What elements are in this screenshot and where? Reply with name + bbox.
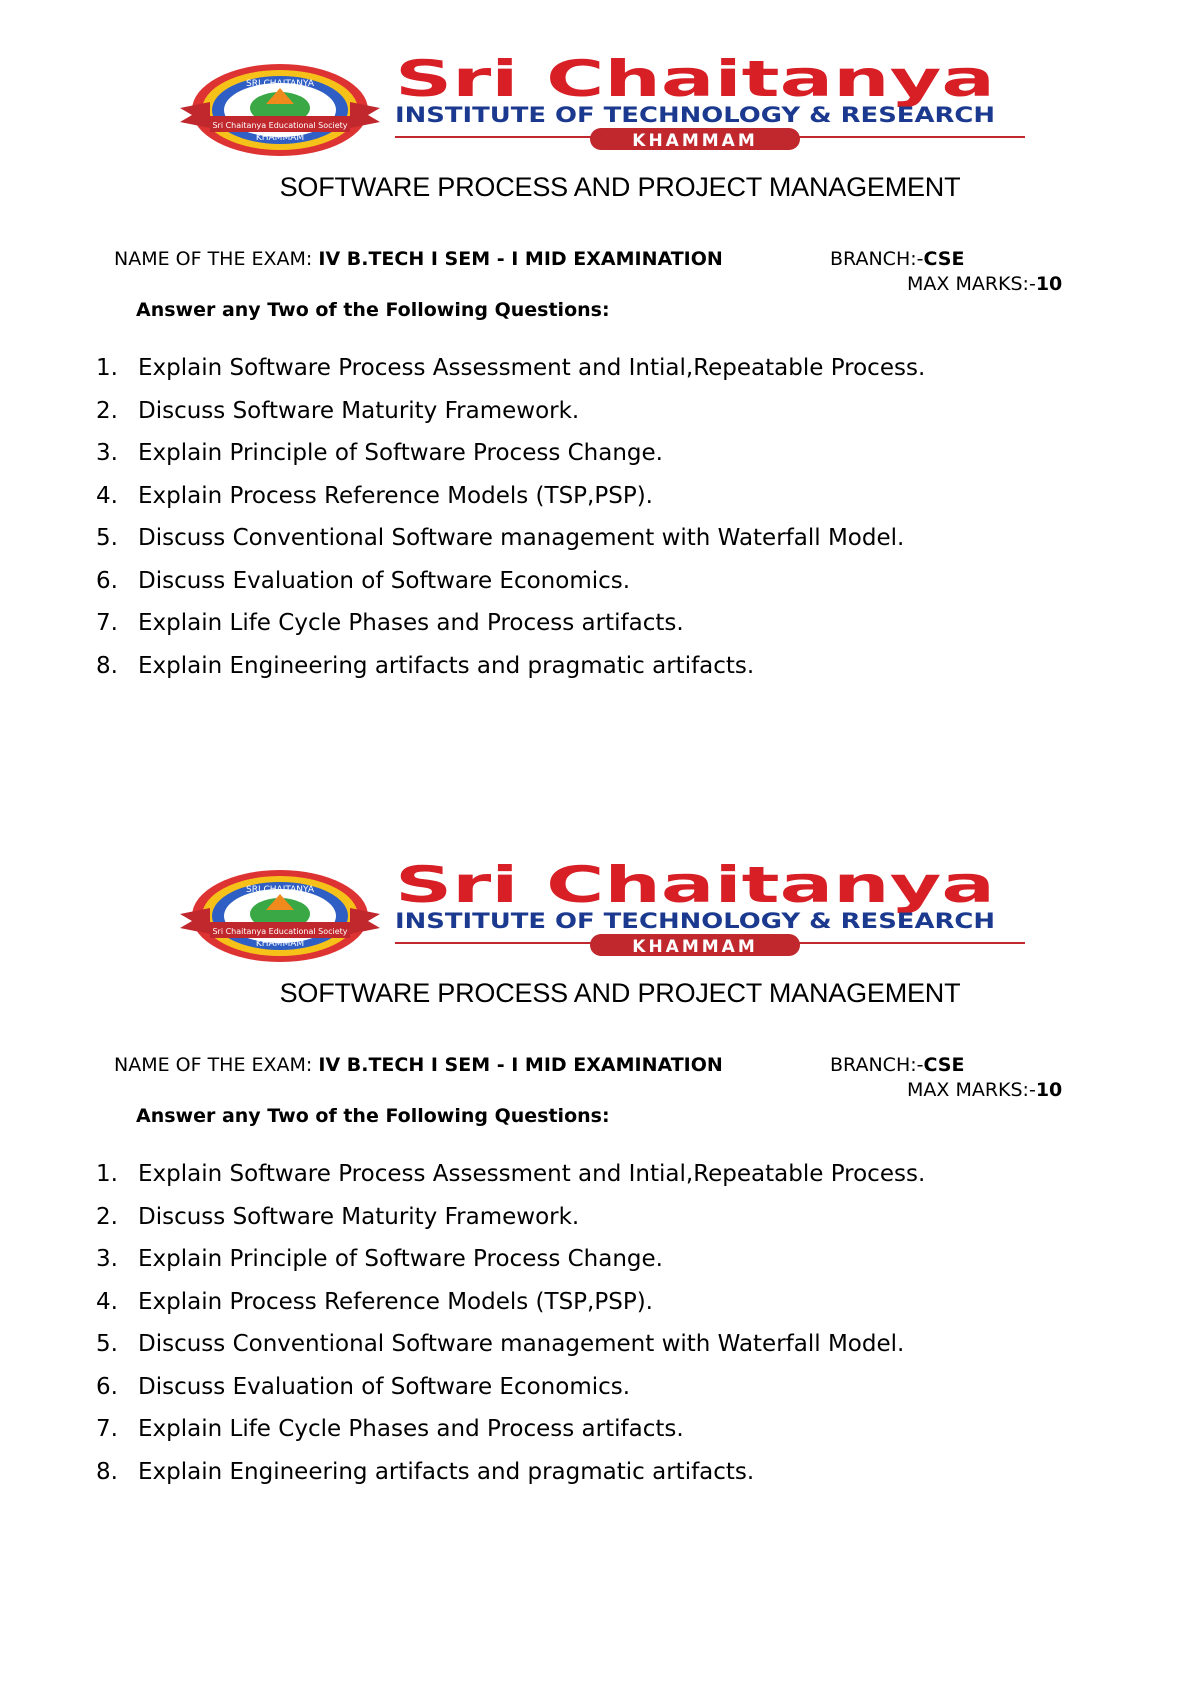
marks-value: 10: [1035, 1079, 1063, 1101]
svg-text:SRI CHAITANYA: SRI CHAITANYA: [246, 885, 314, 895]
branch: [830, 1054, 964, 1076]
exam-label: NAME OF THE EXAM:: [114, 1054, 319, 1076]
svg-text:SRI CHAITANYA: SRI CHAITANYA: [246, 79, 314, 89]
instructions: Answer any Two of the Following Questions:: [136, 299, 610, 321]
max-marks: [907, 1079, 1062, 1101]
question-list: [96, 355, 925, 695]
paper-title: SOFTWARE PROCESS AND PROJECT MANAGEMENT: [279, 978, 961, 1008]
exam-label: NAME OF THE EXAM:: [114, 248, 319, 270]
question-item: 3. Explain Principle of Software Process Change.: [96, 1246, 663, 1272]
marks-label: MAX MARKS:-: [907, 273, 1036, 295]
question-list: [96, 1161, 925, 1501]
brand-subtitle: INSTITUTE OF TECHNOLOGY & RESEARCH: [395, 909, 995, 933]
question-item: 2. Discuss Software Maturity Framework.: [96, 1203, 580, 1230]
question-item: 3. Explain Principle of Software Process Change.: [96, 440, 663, 466]
brand-location: KHAMMAM: [632, 937, 758, 957]
exam-value: IV B.TECH I SEM - I MID EXAMINATION: [318, 248, 723, 270]
paper-title: SOFTWARE PROCESS AND PROJECT MANAGEMENT: [279, 172, 961, 202]
question-item: 8. Explain Engineering artifacts and pragmatic artifacts.: [96, 1458, 755, 1485]
institute-logo: [170, 864, 1030, 974]
branch: [830, 248, 964, 270]
seal-emblem: [180, 64, 380, 156]
brand-name: Sri Chaitanya: [395, 864, 995, 914]
max-marks: [907, 273, 1062, 295]
question-item: 1. Explain Software Process Assessment and Intial,Repeatable Process.: [96, 355, 926, 381]
svg-text:Sri Chaitanya Educational Soci: Sri Chaitanya Educational Society: [212, 927, 348, 936]
branch-value: CSE: [923, 248, 965, 270]
question-item: 5. Discuss Conventional Software management with Waterfall Model.: [96, 525, 905, 551]
seal-emblem: [180, 870, 380, 962]
exam-name: [114, 248, 723, 270]
svg-text:KHAMMAM: KHAMMAM: [255, 939, 305, 949]
branch-value: CSE: [923, 1054, 965, 1076]
question-paper-1: [0, 0, 1200, 800]
instructions: Answer any Two of the Following Questions:: [136, 1105, 610, 1127]
exam-value: IV B.TECH I SEM - I MID EXAMINATION: [318, 1054, 723, 1076]
question-item: 6. Discuss Evaluation of Software Economics.: [96, 567, 631, 594]
question-item: 7. Explain Life Cycle Phases and Process artifacts.: [96, 1416, 684, 1442]
marks-label: MAX MARKS:-: [907, 1079, 1036, 1101]
question-paper-2: [0, 806, 1200, 1606]
svg-text:KHAMMAM: KHAMMAM: [255, 133, 305, 143]
brand-name: Sri Chaitanya: [395, 58, 995, 108]
institute-logo: [170, 58, 1030, 168]
svg-text:Sri Chaitanya Educational Soci: Sri Chaitanya Educational Society: [212, 121, 348, 130]
question-item: 7. Explain Life Cycle Phases and Process artifacts.: [96, 610, 684, 636]
question-item: 8. Explain Engineering artifacts and pragmatic artifacts.: [96, 652, 755, 679]
question-item: 4. Explain Process Reference Models (TSP,PSP).: [96, 482, 653, 509]
question-item: 1. Explain Software Process Assessment and Intial,Repeatable Process.: [96, 1161, 926, 1187]
brand-subtitle: INSTITUTE OF TECHNOLOGY & RESEARCH: [395, 103, 995, 127]
brand-location: KHAMMAM: [632, 131, 758, 151]
exam-name: [114, 1054, 723, 1076]
branch-label: BRANCH:-: [830, 248, 924, 270]
question-item: 2. Discuss Software Maturity Framework.: [96, 397, 580, 424]
question-item: 5. Discuss Conventional Software management with Waterfall Model.: [96, 1331, 905, 1357]
question-item: 4. Explain Process Reference Models (TSP,PSP).: [96, 1288, 653, 1315]
branch-label: BRANCH:-: [830, 1054, 924, 1076]
question-item: 6. Discuss Evaluation of Software Economics.: [96, 1373, 631, 1400]
marks-value: 10: [1035, 273, 1063, 295]
